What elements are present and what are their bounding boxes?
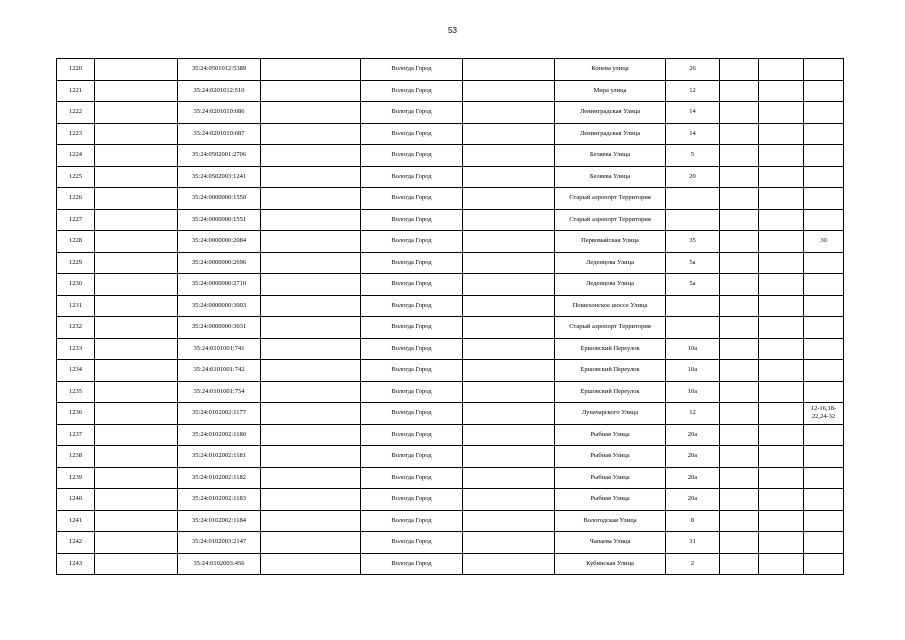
locality-cell: Вологда Город xyxy=(361,403,463,425)
row-number-cell: 1230 xyxy=(57,274,95,296)
cadastral-number-cell: 35:24:0102003:456 xyxy=(178,553,261,575)
house-number-cell: 5а xyxy=(666,252,720,274)
empty-cell xyxy=(261,446,361,468)
structure-cell xyxy=(759,102,804,124)
house-number-cell: 31 xyxy=(666,532,720,554)
row-number-cell: 1236 xyxy=(57,403,95,425)
locality-cell: Вологда Город xyxy=(361,467,463,489)
apartment-cell xyxy=(804,188,844,210)
apartment-cell xyxy=(804,489,844,511)
empty-cell xyxy=(463,489,555,511)
building-cell xyxy=(720,403,759,425)
empty-cell xyxy=(95,145,178,167)
building-cell xyxy=(720,553,759,575)
street-cell: Беляева Улица xyxy=(555,145,666,167)
empty-cell xyxy=(463,295,555,317)
row-number-cell: 1224 xyxy=(57,145,95,167)
row-number-cell: 1239 xyxy=(57,467,95,489)
row-number-cell: 1243 xyxy=(57,553,95,575)
empty-cell xyxy=(463,145,555,167)
page-number: 53 xyxy=(448,26,457,35)
building-cell xyxy=(720,145,759,167)
cadastral-number-cell: 35:24:0102002:1177 xyxy=(178,403,261,425)
empty-cell xyxy=(463,231,555,253)
locality-cell: Вологда Город xyxy=(361,489,463,511)
structure-cell xyxy=(759,274,804,296)
house-number-cell xyxy=(666,209,720,231)
empty-cell xyxy=(261,209,361,231)
cadastral-number-cell: 35:24:0201010:687 xyxy=(178,123,261,145)
locality-cell: Вологда Город xyxy=(361,145,463,167)
apartment-cell: 30 xyxy=(804,231,844,253)
house-number-cell xyxy=(666,188,720,210)
cadastral-number-cell: 35:24:0102002:1182 xyxy=(178,467,261,489)
apartment-cell xyxy=(804,446,844,468)
building-cell xyxy=(720,424,759,446)
building-cell xyxy=(720,102,759,124)
cadastral-number-cell: 35:24:0000000:2084 xyxy=(178,231,261,253)
house-number-cell xyxy=(666,295,720,317)
locality-cell: Вологда Город xyxy=(361,553,463,575)
table-row xyxy=(57,80,844,102)
row-number-cell: 1232 xyxy=(57,317,95,339)
empty-cell xyxy=(261,188,361,210)
house-number-cell: 14 xyxy=(666,102,720,124)
building-cell xyxy=(720,188,759,210)
empty-cell xyxy=(261,317,361,339)
table-row xyxy=(57,338,844,360)
structure-cell xyxy=(759,252,804,274)
street-cell: Леденцова Улица xyxy=(555,252,666,274)
house-number-cell: 20а xyxy=(666,467,720,489)
cadastral-number-cell: 35:24:0102002:1180 xyxy=(178,424,261,446)
house-number-cell: 20а xyxy=(666,446,720,468)
house-number-cell: 14 xyxy=(666,123,720,145)
street-cell: Луначарского Улица xyxy=(555,403,666,425)
structure-cell xyxy=(759,338,804,360)
empty-cell xyxy=(95,295,178,317)
registry-table xyxy=(56,58,844,575)
street-cell: Рыбная Улица xyxy=(555,489,666,511)
cadastral-number-cell: 35:24:0102002:1184 xyxy=(178,510,261,532)
row-number-cell: 1233 xyxy=(57,338,95,360)
empty-cell xyxy=(261,381,361,403)
structure-cell xyxy=(759,317,804,339)
street-cell: Старый аэропорт Территория xyxy=(555,317,666,339)
street-cell: Ершовский Переулок xyxy=(555,360,666,382)
row-number-cell: 1238 xyxy=(57,446,95,468)
house-number-cell: 35 xyxy=(666,231,720,253)
empty-cell xyxy=(463,424,555,446)
building-cell xyxy=(720,295,759,317)
street-cell: Чапаева Улица xyxy=(555,532,666,554)
row-number-cell: 1221 xyxy=(57,80,95,102)
apartment-cell xyxy=(804,317,844,339)
structure-cell xyxy=(759,446,804,468)
building-cell xyxy=(720,360,759,382)
cadastral-number-cell: 35:24:0201012:510 xyxy=(178,80,261,102)
empty-cell xyxy=(463,59,555,81)
empty-cell xyxy=(463,166,555,188)
empty-cell xyxy=(463,317,555,339)
apartment-cell: 12-16,18-22,24-32 xyxy=(804,403,844,425)
building-cell xyxy=(720,123,759,145)
empty-cell xyxy=(463,80,555,102)
structure-cell xyxy=(759,360,804,382)
house-number-cell: 20а xyxy=(666,424,720,446)
apartment-cell xyxy=(804,145,844,167)
empty-cell xyxy=(261,145,361,167)
empty-cell xyxy=(261,467,361,489)
house-number-cell: 8 xyxy=(666,510,720,532)
table-row xyxy=(57,188,844,210)
empty-cell xyxy=(95,59,178,81)
apartment-cell xyxy=(804,338,844,360)
empty-cell xyxy=(95,424,178,446)
empty-cell xyxy=(261,252,361,274)
empty-cell xyxy=(463,467,555,489)
structure-cell xyxy=(759,424,804,446)
structure-cell xyxy=(759,166,804,188)
structure-cell xyxy=(759,295,804,317)
house-number-cell: 10а xyxy=(666,381,720,403)
structure-cell xyxy=(759,231,804,253)
empty-cell xyxy=(463,446,555,468)
table-row xyxy=(57,403,844,425)
empty-cell xyxy=(95,102,178,124)
street-cell: Ленинградская Улица xyxy=(555,123,666,145)
locality-cell: Вологда Город xyxy=(361,424,463,446)
table-row xyxy=(57,252,844,274)
house-number-cell: 5 xyxy=(666,145,720,167)
locality-cell: Вологда Город xyxy=(361,231,463,253)
street-cell: Старый аэропорт Территория xyxy=(555,209,666,231)
structure-cell xyxy=(759,553,804,575)
cadastral-number-cell: 35:24:0000000:3003 xyxy=(178,295,261,317)
building-cell xyxy=(720,80,759,102)
empty-cell xyxy=(261,510,361,532)
empty-cell xyxy=(95,532,178,554)
building-cell xyxy=(720,59,759,81)
structure-cell xyxy=(759,123,804,145)
locality-cell: Вологда Город xyxy=(361,446,463,468)
apartment-cell xyxy=(804,553,844,575)
house-number-cell: 10а xyxy=(666,360,720,382)
house-number-cell: 5а xyxy=(666,274,720,296)
cadastral-number-cell: 35:24:0101001:754 xyxy=(178,381,261,403)
locality-cell: Вологда Город xyxy=(361,295,463,317)
locality-cell: Вологда Город xyxy=(361,317,463,339)
empty-cell xyxy=(261,102,361,124)
apartment-cell xyxy=(804,424,844,446)
table-row xyxy=(57,446,844,468)
empty-cell xyxy=(95,80,178,102)
street-cell: Ершовский Переулок xyxy=(555,381,666,403)
table-row xyxy=(57,209,844,231)
row-number-cell: 1240 xyxy=(57,489,95,511)
apartment-cell xyxy=(804,102,844,124)
street-cell: Вологодская Улица xyxy=(555,510,666,532)
empty-cell xyxy=(463,553,555,575)
building-cell xyxy=(720,338,759,360)
street-cell: Леденцова Улица xyxy=(555,274,666,296)
locality-cell: Вологда Город xyxy=(361,338,463,360)
apartment-cell xyxy=(804,467,844,489)
structure-cell xyxy=(759,381,804,403)
apartment-cell xyxy=(804,360,844,382)
row-number-cell: 1229 xyxy=(57,252,95,274)
building-cell xyxy=(720,532,759,554)
empty-cell xyxy=(261,231,361,253)
building-cell xyxy=(720,467,759,489)
structure-cell xyxy=(759,59,804,81)
structure-cell xyxy=(759,80,804,102)
building-cell xyxy=(720,381,759,403)
empty-cell xyxy=(261,338,361,360)
row-number-cell: 1241 xyxy=(57,510,95,532)
empty-cell xyxy=(261,295,361,317)
street-cell: Старый аэропорт Территория xyxy=(555,188,666,210)
table-row xyxy=(57,532,844,554)
cadastral-number-cell: 35:24:0000000:1550 xyxy=(178,188,261,210)
building-cell xyxy=(720,446,759,468)
apartment-cell xyxy=(804,510,844,532)
cadastral-number-cell: 35:24:0502003:1241 xyxy=(178,166,261,188)
empty-cell xyxy=(261,403,361,425)
empty-cell xyxy=(463,360,555,382)
empty-cell xyxy=(261,166,361,188)
empty-cell xyxy=(95,467,178,489)
house-number-cell: 12 xyxy=(666,403,720,425)
street-cell: Ершовский Переулок xyxy=(555,338,666,360)
table-row xyxy=(57,102,844,124)
row-number-cell: 1222 xyxy=(57,102,95,124)
row-number-cell: 1234 xyxy=(57,360,95,382)
street-cell: Рыбная Улица xyxy=(555,446,666,468)
house-number-cell: 26 xyxy=(666,59,720,81)
empty-cell xyxy=(95,553,178,575)
empty-cell xyxy=(95,317,178,339)
empty-cell xyxy=(463,532,555,554)
building-cell xyxy=(720,317,759,339)
apartment-cell xyxy=(804,123,844,145)
apartment-cell xyxy=(804,295,844,317)
cadastral-number-cell: 35:24:0000000:1551 xyxy=(178,209,261,231)
table-row xyxy=(57,123,844,145)
row-number-cell: 1242 xyxy=(57,532,95,554)
cadastral-number-cell: 35:24:0201010:686 xyxy=(178,102,261,124)
empty-cell xyxy=(95,510,178,532)
cadastral-number-cell: 35:24:0000000:3031 xyxy=(178,317,261,339)
locality-cell: Вологда Город xyxy=(361,532,463,554)
row-number-cell: 1220 xyxy=(57,59,95,81)
empty-cell xyxy=(261,489,361,511)
row-number-cell: 1237 xyxy=(57,424,95,446)
table-row xyxy=(57,467,844,489)
empty-cell xyxy=(95,338,178,360)
empty-cell xyxy=(95,166,178,188)
empty-cell xyxy=(261,123,361,145)
table-row xyxy=(57,381,844,403)
locality-cell: Вологда Город xyxy=(361,274,463,296)
table-row xyxy=(57,317,844,339)
structure-cell xyxy=(759,403,804,425)
street-cell: Конева улица xyxy=(555,59,666,81)
building-cell xyxy=(720,510,759,532)
street-cell: Ленинградская Улица xyxy=(555,102,666,124)
locality-cell: Вологда Город xyxy=(361,381,463,403)
building-cell xyxy=(720,166,759,188)
empty-cell xyxy=(463,274,555,296)
structure-cell xyxy=(759,489,804,511)
street-cell: Пошехонское шоссе Улица xyxy=(555,295,666,317)
empty-cell xyxy=(463,252,555,274)
row-number-cell: 1227 xyxy=(57,209,95,231)
table-row xyxy=(57,489,844,511)
empty-cell xyxy=(95,123,178,145)
empty-cell xyxy=(261,532,361,554)
locality-cell: Вологда Город xyxy=(361,510,463,532)
empty-cell xyxy=(463,102,555,124)
table-row xyxy=(57,274,844,296)
empty-cell xyxy=(95,360,178,382)
locality-cell: Вологда Город xyxy=(361,252,463,274)
street-cell: Рыбная Улица xyxy=(555,467,666,489)
cadastral-number-cell: 35:24:0000000:2696 xyxy=(178,252,261,274)
empty-cell xyxy=(261,424,361,446)
apartment-cell xyxy=(804,209,844,231)
empty-cell xyxy=(261,80,361,102)
table-row xyxy=(57,424,844,446)
house-number-cell xyxy=(666,317,720,339)
cadastral-number-cell: 35:24:0501012:5389 xyxy=(178,59,261,81)
cadastral-number-cell: 35:24:0502001:2706 xyxy=(178,145,261,167)
apartment-cell xyxy=(804,59,844,81)
building-cell xyxy=(720,231,759,253)
row-number-cell: 1235 xyxy=(57,381,95,403)
house-number-cell: 2 xyxy=(666,553,720,575)
cadastral-number-cell: 35:24:0101001:741 xyxy=(178,338,261,360)
locality-cell: Вологда Город xyxy=(361,166,463,188)
structure-cell xyxy=(759,209,804,231)
table-row xyxy=(57,166,844,188)
structure-cell xyxy=(759,532,804,554)
structure-cell xyxy=(759,145,804,167)
table-row xyxy=(57,59,844,81)
structure-cell xyxy=(759,467,804,489)
empty-cell xyxy=(463,510,555,532)
locality-cell: Вологда Город xyxy=(361,209,463,231)
empty-cell xyxy=(463,209,555,231)
table-row xyxy=(57,553,844,575)
table-body xyxy=(57,59,844,575)
row-number-cell: 1226 xyxy=(57,188,95,210)
empty-cell xyxy=(95,209,178,231)
table-row xyxy=(57,510,844,532)
building-cell xyxy=(720,252,759,274)
empty-cell xyxy=(95,231,178,253)
cadastral-number-cell: 35:24:0102002:1183 xyxy=(178,489,261,511)
empty-cell xyxy=(463,403,555,425)
empty-cell xyxy=(95,403,178,425)
street-cell: Рыбная Улица xyxy=(555,424,666,446)
empty-cell xyxy=(463,338,555,360)
cadastral-number-cell: 35:24:0101001:742 xyxy=(178,360,261,382)
apartment-cell xyxy=(804,381,844,403)
empty-cell xyxy=(95,489,178,511)
empty-cell xyxy=(95,446,178,468)
apartment-cell xyxy=(804,274,844,296)
street-cell: Кубинская Улица xyxy=(555,553,666,575)
building-cell xyxy=(720,274,759,296)
locality-cell: Вологда Город xyxy=(361,80,463,102)
locality-cell: Вологда Город xyxy=(361,102,463,124)
house-number-cell: 20 xyxy=(666,166,720,188)
empty-cell xyxy=(261,553,361,575)
empty-cell xyxy=(463,123,555,145)
apartment-cell xyxy=(804,252,844,274)
table-row xyxy=(57,145,844,167)
row-number-cell: 1225 xyxy=(57,166,95,188)
apartment-cell xyxy=(804,532,844,554)
empty-cell xyxy=(95,188,178,210)
apartment-cell xyxy=(804,166,844,188)
house-number-cell: 10а xyxy=(666,338,720,360)
locality-cell: Вологда Город xyxy=(361,188,463,210)
empty-cell xyxy=(463,381,555,403)
street-cell: Первомайская Улица xyxy=(555,231,666,253)
cadastral-number-cell: 35:24:0102003:2147 xyxy=(178,532,261,554)
empty-cell xyxy=(463,188,555,210)
house-number-cell: 12 xyxy=(666,80,720,102)
locality-cell: Вологда Город xyxy=(361,360,463,382)
apartment-cell xyxy=(804,80,844,102)
table-row xyxy=(57,360,844,382)
row-number-cell: 1228 xyxy=(57,231,95,253)
locality-cell: Вологда Город xyxy=(361,59,463,81)
street-cell: Беляева Улица xyxy=(555,166,666,188)
empty-cell xyxy=(261,360,361,382)
row-number-cell: 1223 xyxy=(57,123,95,145)
building-cell xyxy=(720,209,759,231)
building-cell xyxy=(720,489,759,511)
structure-cell xyxy=(759,188,804,210)
empty-cell xyxy=(95,252,178,274)
cadastral-number-cell: 35:24:0000000:2710 xyxy=(178,274,261,296)
row-number-cell: 1231 xyxy=(57,295,95,317)
empty-cell xyxy=(95,381,178,403)
table-row xyxy=(57,231,844,253)
locality-cell: Вологда Город xyxy=(361,123,463,145)
street-cell: Мира улица xyxy=(555,80,666,102)
empty-cell xyxy=(261,274,361,296)
empty-cell xyxy=(95,274,178,296)
cadastral-number-cell: 35:24:0102002:1181 xyxy=(178,446,261,468)
structure-cell xyxy=(759,510,804,532)
table-row xyxy=(57,295,844,317)
empty-cell xyxy=(261,59,361,81)
house-number-cell: 20а xyxy=(666,489,720,511)
